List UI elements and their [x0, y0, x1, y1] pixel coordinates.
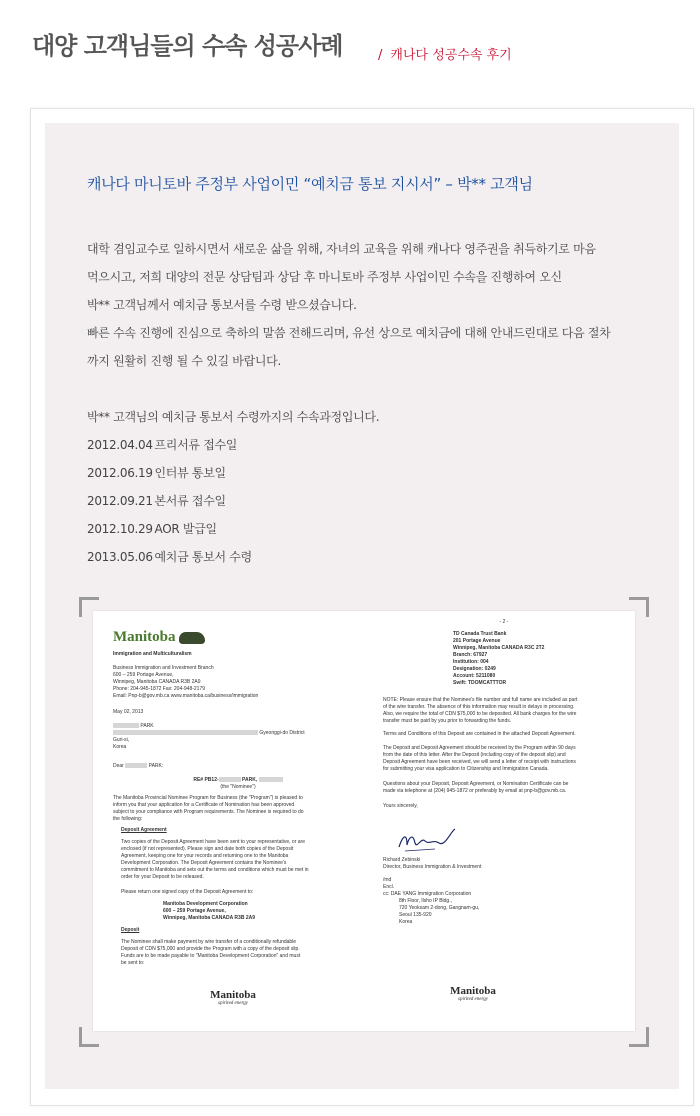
bison-icon — [179, 632, 205, 644]
spacer — [87, 375, 657, 403]
timeline-item — [87, 459, 657, 487]
closing: Yours sincerely, — [383, 803, 418, 809]
timeline-item — [87, 543, 657, 571]
ministry-name: Immigration and Multiculturalism — [113, 651, 192, 657]
deposit-agreement-heading: Deposit Agreement — [121, 827, 167, 833]
wire-note: NOTE: Please ensure that the Nominee's file number and full name are included as part of the wire transfer. The absence of this information may result in delays in processing. Also, we require the total of CDN $75,000 to be deposited. All bank charges for the wire transfer must be paid by you prior to forwarding the funds. — [383, 697, 578, 724]
deposit-agreement-text: Two copies of the Deposit Agreement have been sent to your representative, or are enclosed (if not represented). Please sign and date both copies of the Deposit Agreement, keeping one for your records and returning one to the Manitoba Development Corporation. The Deposit Agreement contains the Nominee's commitment to Manitoba and sets out the terms and conditions which must be met in order for your Deposit to be released. — [121, 839, 309, 880]
manitoba-logo: Manitoba — [113, 629, 205, 646]
timeline-date: 2012.10.29 — [87, 522, 153, 536]
breadcrumb — [378, 44, 512, 63]
intro-paragraph: The Manitoba Provincial Nominee Program for Business (the "Program") is pleased to inform you that your application for a Certificate of Nomination has been approved subject to your compliance with Program requirements. The Nominee is required to do the following: — [113, 795, 304, 822]
story-paragraph: 먹으시고, 저희 대양의 전문 상담팀과 상담 후 마니토바 주정부 사업이민 수속을 진행하여 오신 — [87, 270, 562, 284]
corporation-address: Manitoba Development Corporation 600 – 259 Portage Avenue, Winnipeg, Manitoba CANADA R3B 2A9 — [163, 901, 255, 921]
timeline-event: 예치금 통보서 수령 — [154, 550, 252, 564]
letter-page-2 — [373, 611, 635, 1031]
story-paragraph: 박** 고객님께서 예치금 통보서를 수령 받으셨습니다. — [87, 298, 357, 312]
letter-page-1 — [93, 611, 369, 1031]
deposit-heading: Deposit — [121, 927, 140, 933]
letter-date: May 02, 2013 — [113, 709, 144, 715]
enclosure-block: /md Encl. cc: DAE YANG Immigration Corporation 8th Floor, Ilsho IP Bldg., 720 Yeoksam 2-dong, Gangnam-gu, Seoul 135-920 Korea — [383, 877, 480, 925]
salutation: Dear PARK: — [113, 763, 164, 769]
footer-logo: Manitoba spirited energy — [450, 985, 496, 1002]
timeline-item — [87, 487, 657, 515]
story-panel — [45, 123, 679, 1089]
page-header — [0, 0, 700, 90]
footer-logo: Manitoba spirited energy — [210, 989, 256, 1006]
signer-block: Richard Zebinski Director, Business Immigration & Investment — [383, 857, 482, 870]
timeline-event: AOR 발급일 — [154, 522, 217, 536]
terms-line: Terms and Conditions of this Deposit are contained in the attached Deposit Agreement. — [383, 731, 576, 737]
return-instruction: Please return one signed copy of the Deposit Agreement to: — [121, 889, 254, 895]
receipt-paragraph: The Deposit and Deposit Agreement should be received by the Program within 90 days from the date of this letter. After the Deposit (including copy of the deposit slip) and Deposit Agreement have been received, we will send a letter of receipt with instructions for submitting your visa application to Citizenship and Immigration Canada. — [383, 745, 576, 772]
page-title: 대양 고객님들의 수속 성공사례 — [32, 32, 343, 60]
page-number: - 2 - — [499, 619, 509, 625]
success-story-card — [30, 108, 694, 1106]
reference-line: RE# PB12- PARK, (the "Nominee") — [113, 777, 363, 791]
timeline-item — [87, 431, 657, 459]
timeline-event: 본서류 접수일 — [154, 494, 226, 508]
deposit-text: The Nominee shall make payment by wire transfer of a conditionally refundable Deposit of CDN $75,000 and provide the Program with a copy of the deposit slip. Funds are to be made payable to "Manitoba Development Corporation" and must be sent to: — [121, 939, 301, 966]
timeline-item — [87, 515, 657, 543]
timeline-date: 2012.06.19 — [87, 466, 153, 480]
signature-icon — [395, 827, 465, 855]
addressee-block: PARK Gyeonggi-do District Guri-si, Korea — [113, 723, 305, 750]
timeline-date: 2013.05.06 — [87, 550, 153, 564]
deposit-letter-image — [93, 611, 635, 1031]
questions-paragraph: Questions about your Deposit, Deposit Agreement, or Nomination Certificate can be made via telephone at (204) 945-1872 or preferably by email at pnp-b@gov.mb.ca. — [383, 781, 569, 794]
timeline-intro: 박** 고객님의 예치금 통보서 수령까지의 수속과정입니다. — [87, 410, 380, 424]
breadcrumb-separator: / — [378, 48, 383, 63]
story-title: 캐나다 마니토바 주정부 사업이민 “예치금 통보 지시서” – 박** 고객님 — [87, 175, 533, 193]
bank-details: TD Canada Trust Bank 201 Portage Avenue Winnipeg, Manitoba CANADA R3C 2T2 Branch: 67927 Institution: 004 Designation: 0249 Account: 5211080 Swift: TDOMCATTTOR — [453, 631, 545, 686]
document-image-frame — [79, 597, 649, 1047]
branch-address: Business Immigration and Investment Branch 600 – 259 Portage Avenue, Winnipeg, Manitoba CANADA R3B 2A9 Phone: 204-945-1872 Fax: 204-948-2179 Email: Pnp-b@gov.mb.ca www.manitoba.ca/business/immigration — [113, 665, 259, 699]
breadcrumb-current[interactable]: 캐나다 성공수속 후기 — [390, 48, 512, 63]
story-paragraph: 까지 원활히 진행 될 수 있길 바랍니다. — [87, 354, 281, 368]
story-paragraph: 빠른 수속 진행에 진심으로 축하의 말씀 전해드리며, 유선 상으로 예치금에 대해 안내드린대로 다음 절차 — [87, 326, 611, 340]
story-body — [87, 235, 657, 571]
story-paragraph: 대학 겸임교수로 일하시면서 새로운 삶을 위해, 자녀의 교육을 위해 캐나다 영주권을 취득하기로 마음 — [87, 242, 596, 256]
timeline-date: 2012.04.04 — [87, 438, 153, 452]
timeline-event: 프리서류 접수일 — [154, 438, 238, 452]
timeline-event: 인터뷰 통보일 — [154, 466, 226, 480]
timeline-date: 2012.09.21 — [87, 494, 153, 508]
